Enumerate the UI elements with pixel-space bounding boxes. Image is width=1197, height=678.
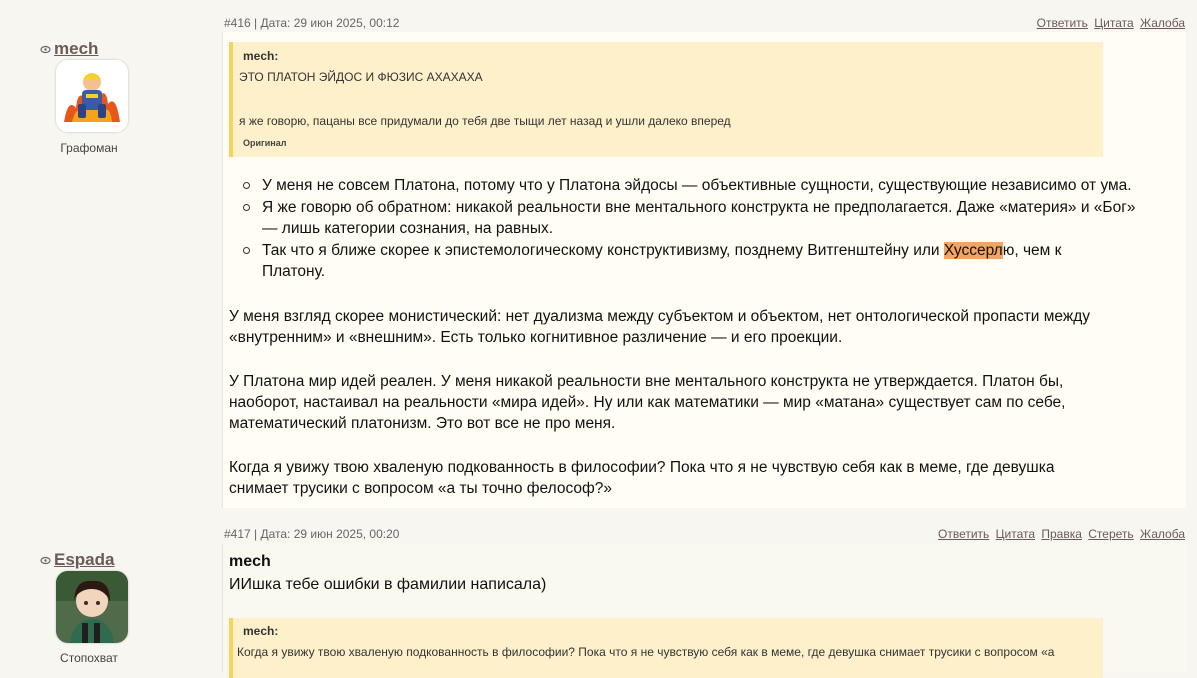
bullet-icon <box>243 247 250 254</box>
post-body <box>222 543 1186 673</box>
quote-block <box>229 42 1103 157</box>
report-link[interactable]: Жалоба <box>1140 527 1185 541</box>
post-meta: #417 | Дата: 29 июн 2025, 00:20 <box>224 527 400 541</box>
edit-link[interactable]: Правка <box>1041 527 1082 541</box>
delete-link[interactable]: Стереть <box>1088 527 1134 541</box>
quote-text: я же говорю, пацаны все придумали до тебя две тыщи лет назад и ушли далеко вперед <box>239 114 731 128</box>
avatar[interactable] <box>56 60 128 132</box>
report-link[interactable]: Жалоба <box>1140 16 1185 30</box>
bullet-icon <box>243 182 250 189</box>
user-status-icon <box>40 45 51 54</box>
quote-link[interactable]: Цитата <box>995 527 1036 541</box>
post-actions <box>1034 16 1185 30</box>
post-meta: #416 | Дата: 29 июн 2025, 00:12 <box>224 16 400 30</box>
paragraph: Когда я увижу твою хваленую подкованность в философии? Пока что я не чувствую себя как в меме, где девушка снимает трусики с вопросом «а ты точно фелософ?» <box>229 459 1055 497</box>
quote-author: mech: <box>243 49 279 63</box>
quote-text: ЭТО ПЛАТОН ЭЙДОС И ФЮЗИС АХАХАХА <box>239 70 483 84</box>
post-text: ИИшка тебе ошибки в фамилии написала) <box>229 576 547 593</box>
search-highlight: Хуссерл <box>943 242 1003 259</box>
quote-text: Когда я увижу твою хваленую подкованность в философии? Пока что я не чувствую себя как в меме, где девушка снимает трусики с вопросом «а <box>237 645 1055 659</box>
username-link[interactable]: mech <box>54 39 99 58</box>
user-rank: Стопохват <box>60 651 118 665</box>
username-link[interactable]: Espada <box>54 550 115 569</box>
reply-to-name: mech <box>229 553 271 570</box>
avatar[interactable] <box>56 571 128 643</box>
reply-link[interactable]: Ответить <box>1036 16 1088 30</box>
list-item: Так что я ближе скорее к эпистемологическому конструктивизму, позднему Витгенштейну или Хуссерлю, чем к Платону. <box>243 240 1183 282</box>
quote-author: mech: <box>243 624 279 638</box>
list-item: Я же говорю об обратном: никакой реальности вне ментального конструкта не предполагается. Даже «материя» и «Бог» — лишь категории сознания, на равных. <box>243 197 1183 239</box>
post-body <box>222 32 1186 508</box>
quote-link[interactable]: Цитата <box>1094 16 1134 30</box>
quote-block <box>229 618 1103 678</box>
user-rank: Графоман <box>60 141 118 155</box>
paragraph: У Платона мир идей реален. У меня никакой реальности вне ментального конструкта не утверждается. Платон бы, наоборот, настаивал на реальности «мира идей». Ну или как математики — мир «матана» существует сам по себе, математический платонизм. Это вот все не про меня. <box>229 373 1066 432</box>
username-row <box>40 39 98 59</box>
user-status-icon <box>40 556 51 565</box>
post-417 <box>0 516 1197 665</box>
post-actions <box>935 527 1185 541</box>
reply-link[interactable]: Ответить <box>938 527 990 541</box>
quote-original-link[interactable]: Оригинал <box>243 138 287 148</box>
paragraph: У меня взгляд скорее монистический: нет дуализма между субъектом и объектом, нет онтологической пропасти между «внутренним» и «внешним». Есть только когнитивное различение — и его проекции. <box>229 308 1091 346</box>
list-item: У меня не совсем Платона, потому что у Платона эйдосы — объективные сущности, существующие независимо от ума. <box>243 175 1183 196</box>
username-row <box>40 550 114 570</box>
bullet-icon <box>243 204 250 211</box>
